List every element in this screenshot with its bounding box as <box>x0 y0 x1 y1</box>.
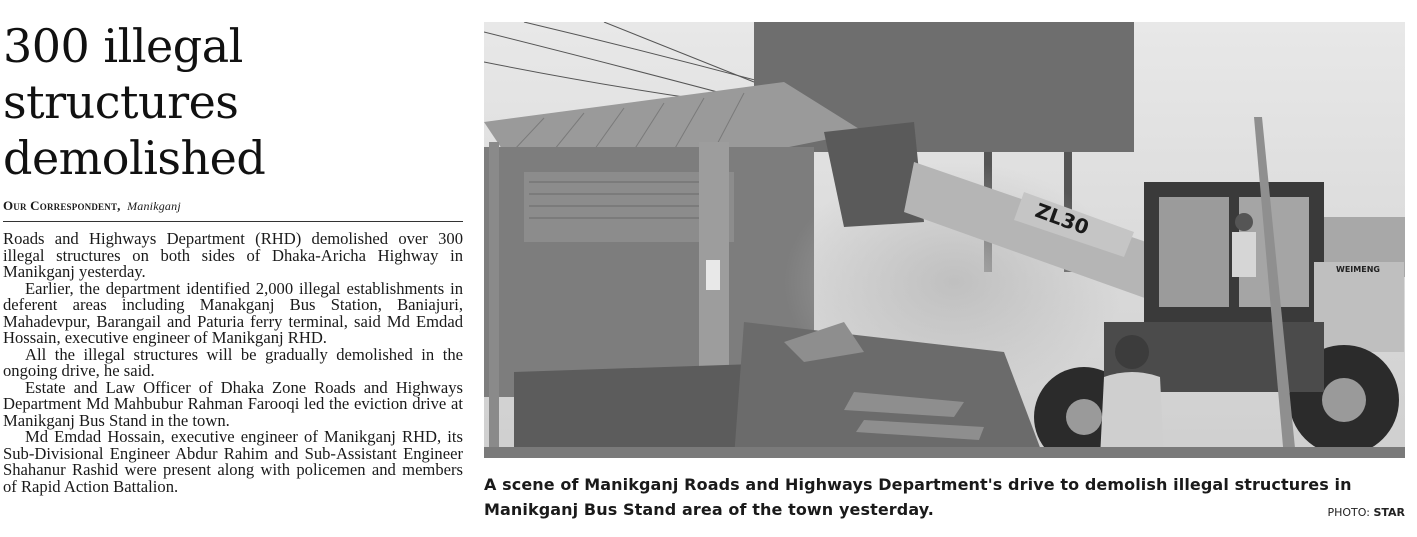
article-body <box>3 231 463 495</box>
machine-label: ZL30 <box>1032 198 1093 240</box>
article-column <box>3 18 463 495</box>
news-photo <box>484 22 1405 458</box>
headline: 300 illegal structures demolished <box>3 19 266 185</box>
article-paragraph: All the illegal structures will be gradually demolished in the ongoing drive, he said. <box>3 344 463 380</box>
byline <box>3 198 463 214</box>
photo-credit-prefix: PHOTO: <box>1327 506 1370 519</box>
article-paragraph: Roads and Highways Department (RHD) demolished over 300 illegal structures on both sides of Dhaka-Aricha Highway in Manikganj yesterday. <box>3 229 463 281</box>
article-paragraph: Md Emdad Hossain, executive engineer of Manikganj RHD, its Sub-Divisional Engineer Abdur Rahim and Sub-Assistant Engineer Shahanur Rashid were present along with policemen and members of Rapid Action Battalion. <box>3 427 463 496</box>
photo-credit-source: STAR <box>1373 506 1405 519</box>
byline-dateline: Manikganj <box>127 199 181 213</box>
brand-label: WEIMENG <box>1336 265 1380 274</box>
photo-caption: A scene of Manikganj Roads and Highways Department's drive to demolish illegal structures in Manikganj Bus Stand area of the town yesterday. <box>484 475 1352 519</box>
demolition-scene-illustration <box>484 22 1405 458</box>
article-paragraph: Estate and Law Officer of Dhaka Zone Roads and Highways Department Md Mahbubur Rahman Farooqi led the eviction drive at Manikganj Bus Stand in the town. <box>3 377 463 430</box>
photo-credit <box>1327 506 1405 519</box>
byline-author: Our Correspondent, <box>3 198 121 213</box>
article-paragraph: Earlier, the department identified 2,000 illegal establishments in deferent areas including Manakganj Bus Station, Baniajuri, Mahadevpur, Barangail and Paturia ferry terminal, said Md Emdad Hossain, executive engineer of Manikganj RHD. <box>3 278 463 347</box>
byline-divider <box>3 221 463 222</box>
